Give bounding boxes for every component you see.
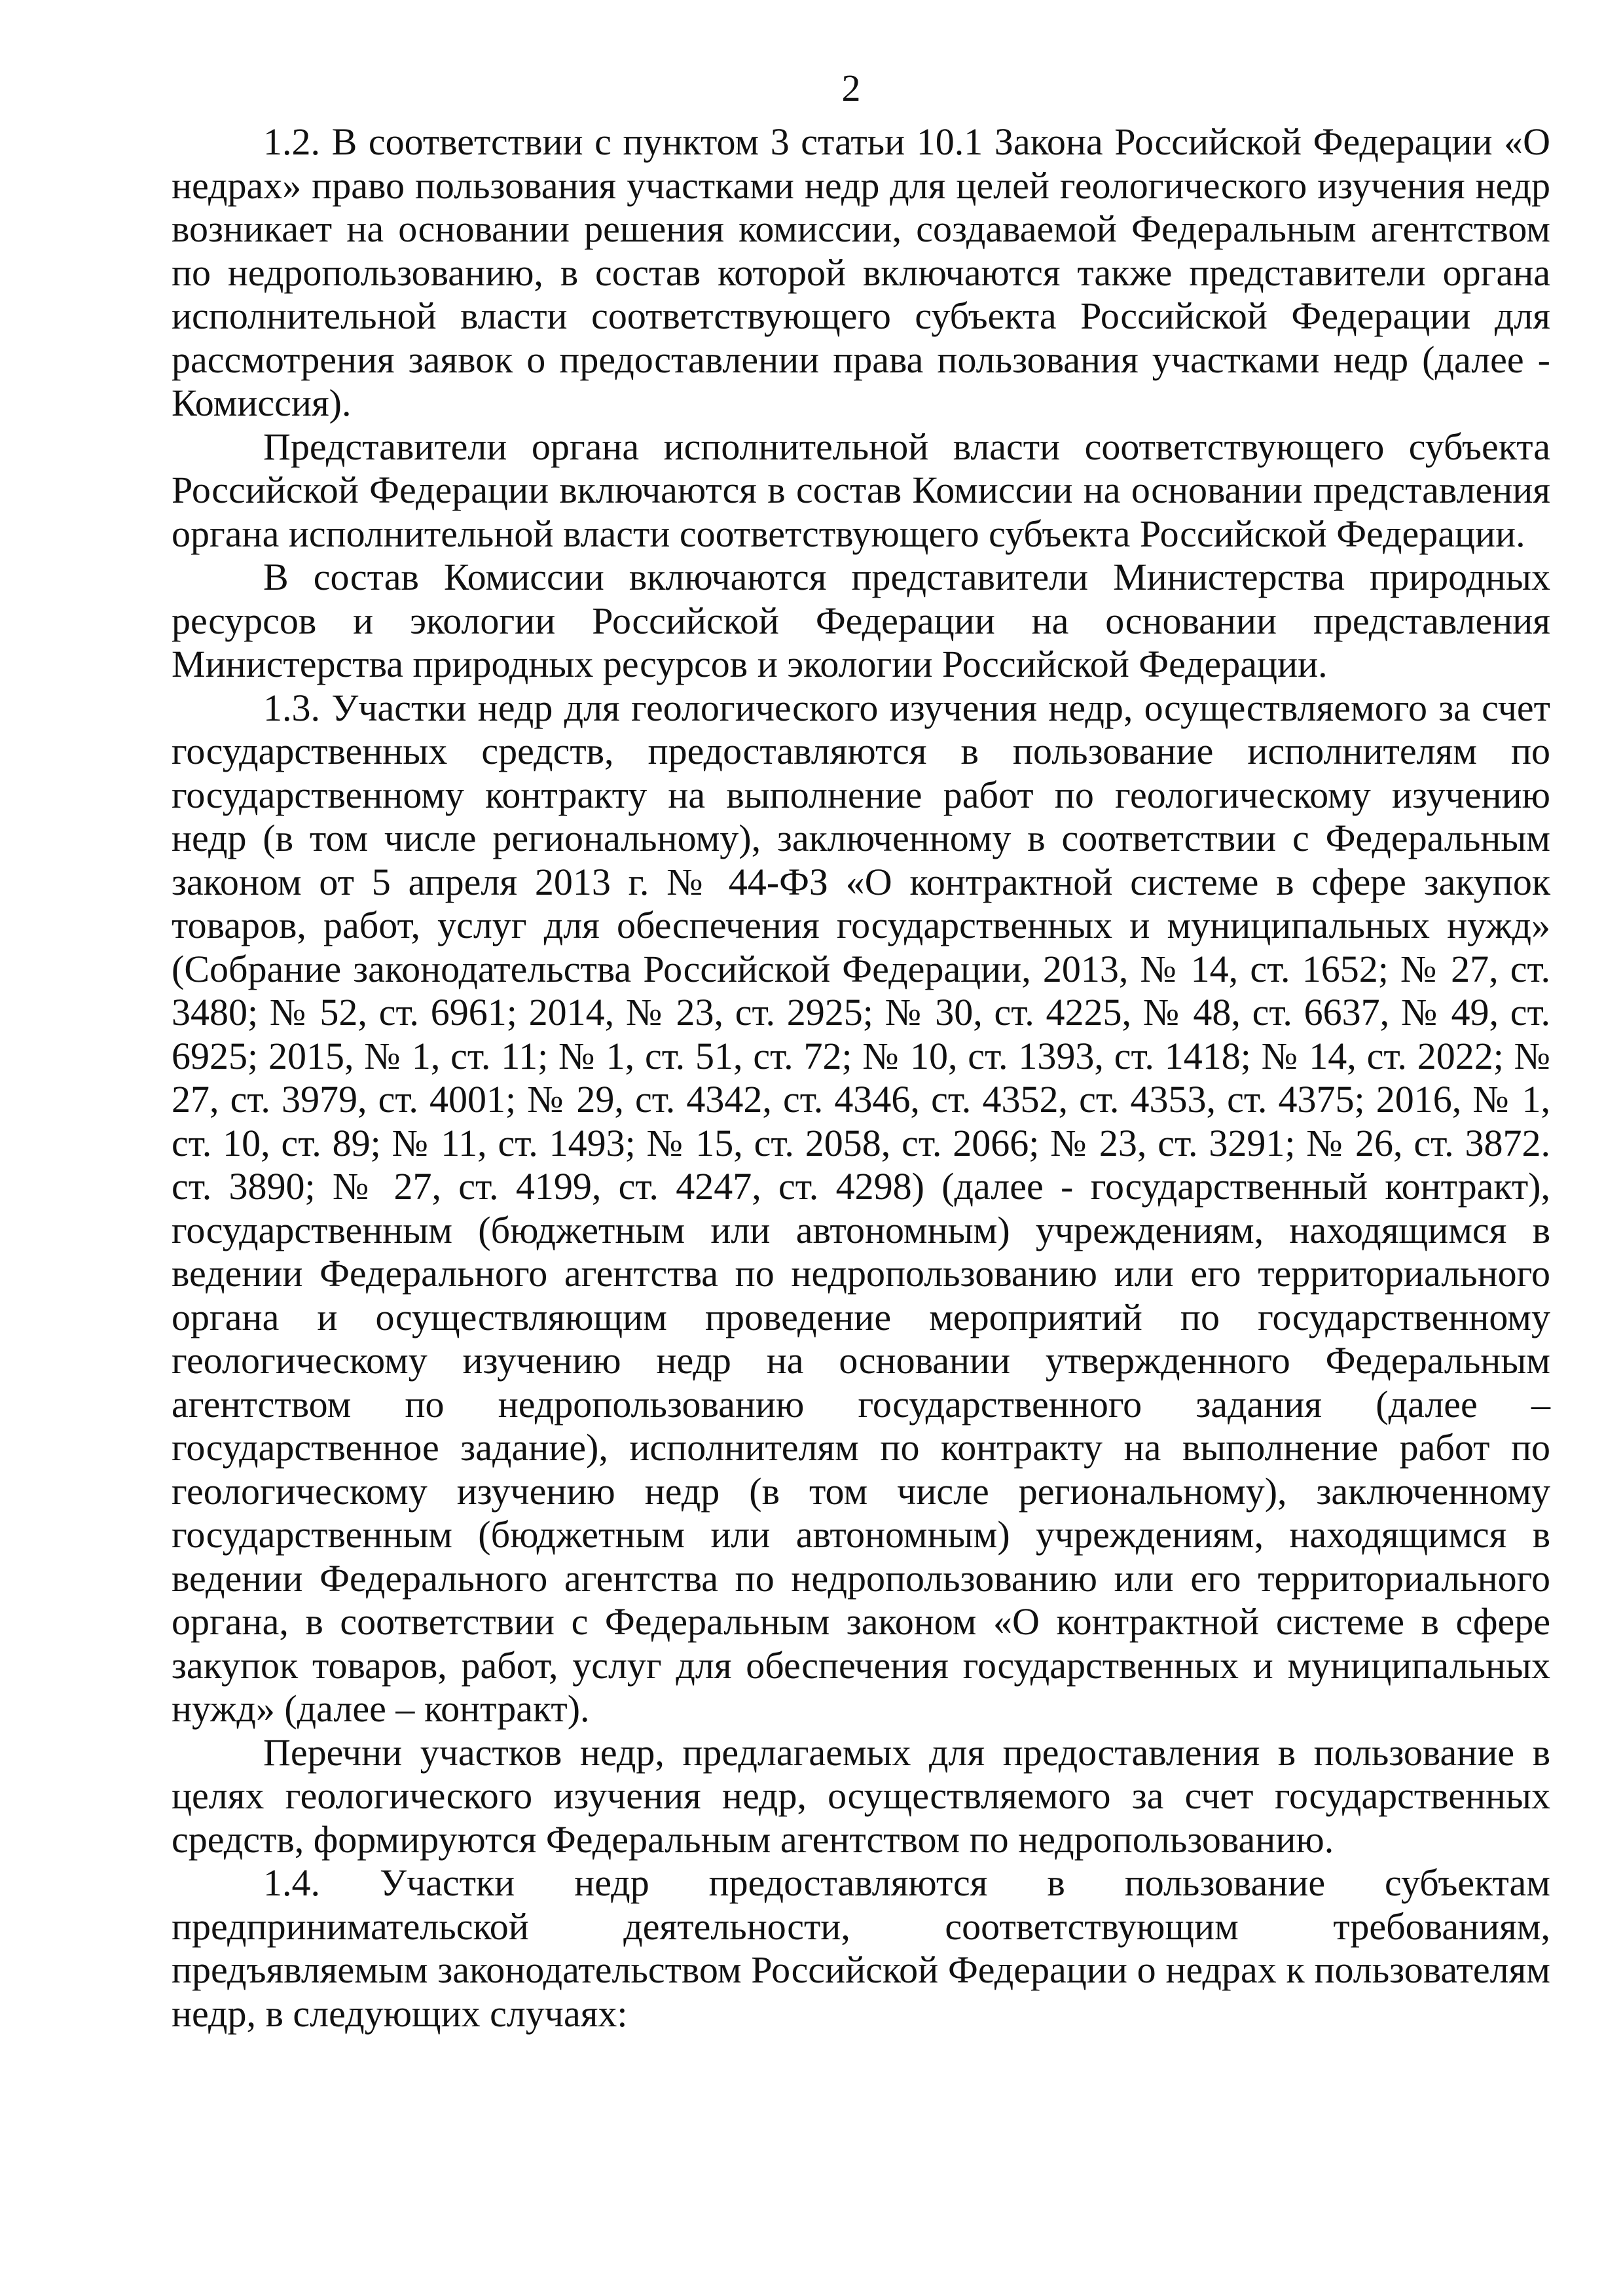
paragraph-1-2: 1.2. В соответствии с пунктом 3 статьи 10.1 Закона Российской Федерации «О недрах» право пользования участками недр для целей геологического изучения недр возникает на основании решения комиссии, создаваемой Федеральным агентством по недропользованию, в состав которой включаются также представители органа исполнительной власти соответствующего субъекта Российской Федерации для рассмотрения заявок о предоставлении права пользования участками недр (далее - Комиссия).: [172, 120, 1550, 424]
paragraph-ministry: В состав Комиссии включаются представители Министерства природных ресурсов и экологии Российской Федерации на основании представления Министерства природных ресурсов и экологии Российской Федерации.: [172, 556, 1550, 685]
paragraph-1-4: 1.4. Участки недр предоставляются в пользование субъектам предпринимательской деятельности, соответствующим требованиям, предъявляемым законодательством Российской Федерации о недрах к пользователям недр, в следующих случаях:: [172, 1861, 1550, 2035]
paragraph-representatives: Представители органа исполнительной власти соответствующего субъекта Российской Федерации включаются в состав Комиссии на основании представления органа исполнительной власти соответствующего субъекта Российской Федерации.: [172, 425, 1550, 555]
paragraph-1-3: 1.3. Участки недр для геологического изучения недр, осуществляемого за счет государственных средств, предоставляются в пользование исполнителям по государственному контракту на выполнение работ по геологическому изучению недр (в том числе региональному), заключенному в соответствии с Федеральным законом от 5 апреля 2013 г. № 44-ФЗ «О контрактной системе в сфере закупок товаров, работ, услуг для обеспечения государственных и муниципальных нужд» (Собрание законодательства Российской Федерации, 2013, № 14, ст. 1652; № 27, ст. 3480; № 52, ст. 6961; 2014, № 23, ст. 2925; № 30, ст. 4225, № 48, ст. 6637, № 49, ст. 6925; 2015, № 1, ст. 11; № 1, ст. 51, ст. 72; № 10, ст. 1393, ст. 1418; № 14, ст. 2022; № 27, ст. 3979, ст. 4001; № 29, ст. 4342, ст. 4346, ст. 4352, ст. 4353, ст. 4375; 2016, № 1, ст. 10, ст. 89; № 11, ст. 1493; № 15, ст. 2058, ст. 2066; № 23, ст. 3291; № 26, ст. 3872. ст. 3890; № 27, ст. 4199, ст. 4247, ст. 4298) (далее - государственный контракт), государственным (бюджетным или автономным) учреждениям, находящимся в ведении Федерального агентства по недропользованию или его территориального органа и осуществляющим проведение мероприятий по государственному геологическому изучению недр на основании утвержденного Федеральным агентством по недропользованию государственного задания (далее – государственное задание), исполнителям по контракту на выполнение работ по геологическому изучению недр (в том числе региональному), заключенному государственным (бюджетным или автономным) учреждениям, находящимся в ведении Федерального агентства по недропользованию или его территориального органа, в соответствии с Федеральным законом «О контрактной системе в сфере закупок товаров, работ, услуг для обеспечения государственных и муниципальных нужд» (далее – контракт).: [172, 686, 1550, 1730]
document-body: [172, 120, 1550, 2036]
paragraph-lists: Перечни участков недр, предлагаемых для предоставления в пользование в целях геологического изучения недр, осуществляемого за счет государственных средств, формируются Федеральным агентством по недропользованию.: [172, 1731, 1550, 1861]
page-number: 2: [841, 67, 861, 109]
